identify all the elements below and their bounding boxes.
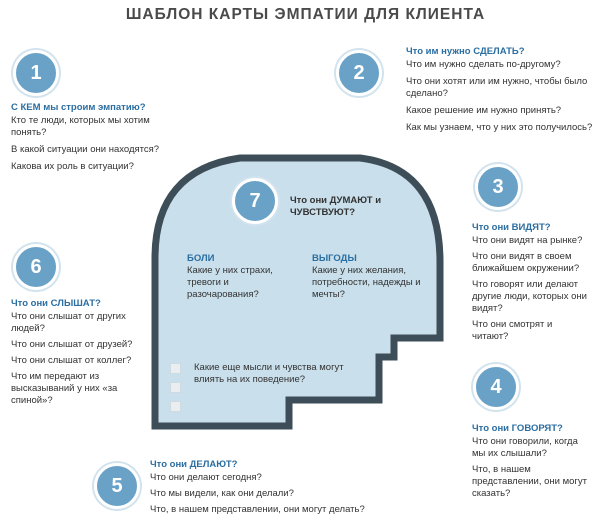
checkbox-square: [170, 363, 181, 374]
section-do-need-item: Какое решение им нужно принять?: [406, 105, 562, 116]
section-say-heading: Что они ГОВОРЯТ?: [472, 423, 563, 434]
section-see-item: Что они видят на рынке?: [472, 235, 583, 246]
section-do-need-item: Что они хотят или им нужно, чтобы было сделано?: [406, 76, 588, 99]
step-badge-1: 1: [13, 50, 59, 96]
section-who-heading: С КЕМ мы строим эмпатию?: [11, 102, 146, 113]
section-say-item: Что они говорили, когда мы их слышали?: [472, 436, 578, 459]
section-hear-item: Что они слышат от друзей?: [11, 339, 133, 350]
section-do: [150, 459, 390, 520]
step-badge-4: 4: [473, 364, 519, 410]
gains-text: Какие у них желания, потребности, надежды и мечты?: [312, 265, 421, 300]
section-who-item: Какова их роль в ситуации?: [11, 161, 134, 172]
step-badge-6: 6: [13, 244, 59, 290]
think-feel-heading: Что они ДУМАЮТ и ЧУВСТВУЮТ?: [290, 195, 382, 218]
section-do-item: Что они делают сегодня?: [150, 472, 262, 483]
section-do-need: [406, 46, 596, 139]
section-see-item: Что говорят или делают другие люди, которых они видят?: [472, 279, 587, 314]
section-do-need-heading: Что им нужно СДЕЛАТЬ?: [406, 46, 525, 57]
gains-block: [312, 253, 422, 301]
section-hear-item: Что они слышат от других людей?: [11, 311, 126, 334]
section-hear-item: Что они слышат от коллег?: [11, 355, 132, 366]
section-do-item: Что, в нашем представлении, они могут делать?: [150, 504, 365, 515]
checkbox-square: [170, 382, 181, 393]
checkbox-square: [170, 401, 181, 412]
section-do-heading: Что они ДЕЛАЮТ?: [150, 459, 238, 470]
section-see-item: Что они видят в своем ближайшем окружении?: [472, 251, 580, 274]
pains-heading: БОЛИ: [187, 253, 215, 264]
section-see: [472, 222, 590, 347]
section-do-need-item: Что им нужно сделать по-другому?: [406, 59, 561, 70]
other-thoughts-text: Какие еще мысли и чувства могут влиять на их поведение?: [194, 362, 344, 385]
section-do-item: Что мы видели, как они делали?: [150, 488, 294, 499]
pains-text: Какие у них страхи, тревоги и разочарования?: [187, 265, 273, 300]
step-badge-2: 2: [336, 50, 382, 96]
section-who: [11, 102, 181, 178]
section-say: [472, 423, 590, 504]
gains-heading: ВЫГОДЫ: [312, 253, 357, 264]
section-who-item: Кто те люди, которых мы хотим понять?: [11, 115, 150, 138]
page-title: ШАБЛОН КАРТЫ ЭМПАТИИ ДЛЯ КЛИЕНТА: [125, 6, 486, 23]
step-badge-7: 7: [232, 178, 278, 224]
step-badge-3: 3: [475, 164, 521, 210]
section-hear-heading: Что они СЛЫШАТ?: [11, 298, 101, 309]
step-badge-5: 5: [94, 463, 140, 509]
section-hear: [11, 298, 139, 411]
section-see-heading: Что они ВИДЯТ?: [472, 222, 551, 233]
section-see-item: Что они смотрят и читают?: [472, 319, 553, 342]
section-do-need-item: Как мы узнаем, что у них это получилось?: [406, 122, 593, 133]
pains-block: [187, 253, 297, 301]
section-hear-item: Что им передают из высказываний у них «за спиной»?: [11, 371, 118, 406]
section-say-item: Что, в нашем представлении, они могут сказать?: [472, 464, 587, 499]
section-who-item: В какой ситуации они находятся?: [11, 144, 160, 155]
